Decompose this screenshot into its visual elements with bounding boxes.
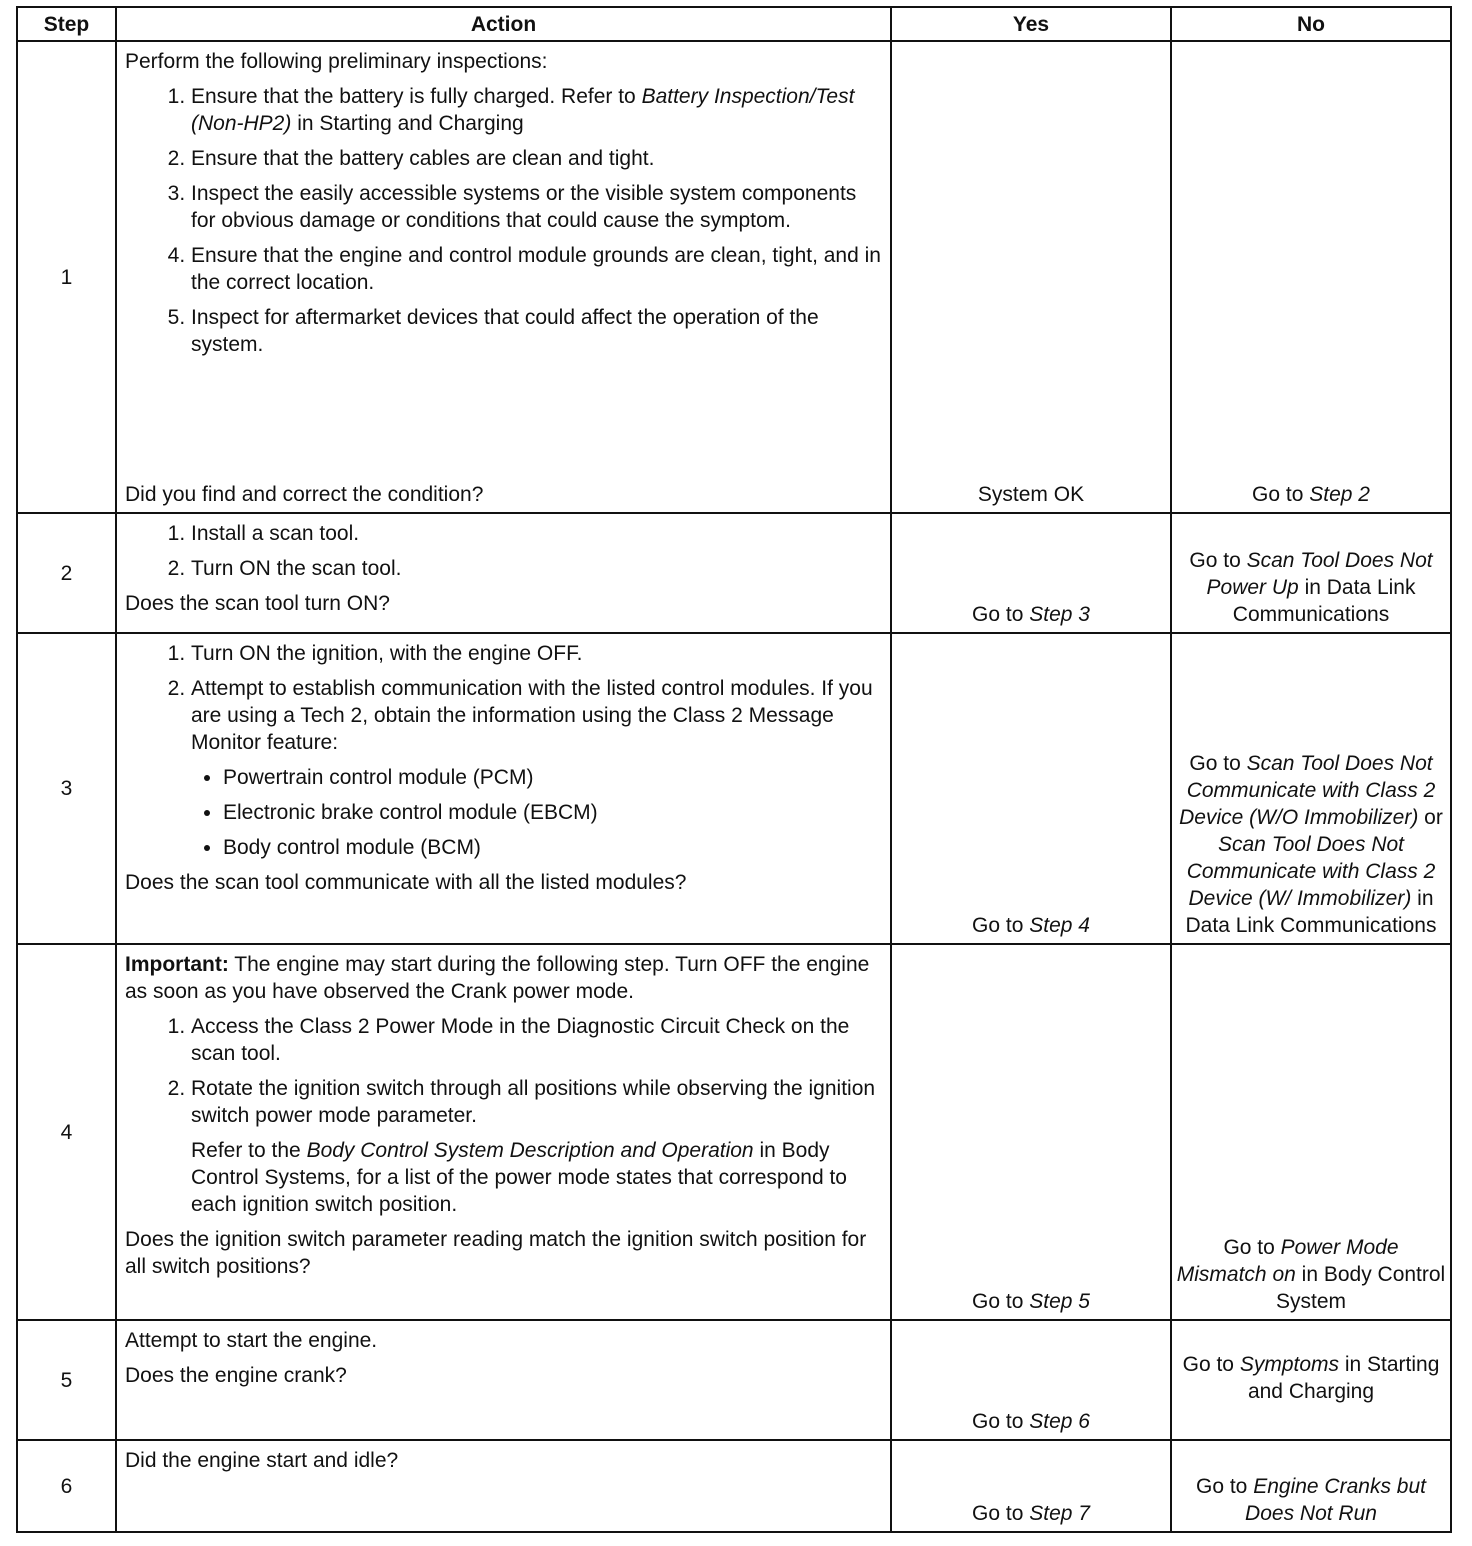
action-line: Attempt to start the engine. (125, 1329, 378, 1352)
step-link[interactable]: Step 6 (1029, 1410, 1090, 1433)
reference-link[interactable]: Body Control System Description and Operation (306, 1139, 754, 1162)
table-row (17, 41, 1451, 513)
no-cell: Go to Scan Tool Does Not Communicate with Class 2 Device (W/O Immobilizer) or Scan Tool Does Not Communicate with Class 2 Device (W/ Immobilizer) in Data Link Communications (1171, 633, 1451, 944)
list-item: 3. Inspect the easily accessible systems or the visible system components for obvious damage or conditions that could cause the symptom. (191, 180, 882, 234)
list-item: 5. Inspect for aftermarket devices that could affect the operation of the system. (191, 304, 882, 358)
reference-link[interactable]: Scan Tool Does Not Communicate with Class 2 Device (W/O Immobilizer) (1179, 752, 1436, 829)
important-note: Important: The engine may start during the following step. Turn OFF the engine as soon as you have observed the Crank power mode. (125, 953, 870, 1003)
action-cell (116, 1320, 891, 1440)
step-number: 6 (17, 1440, 116, 1532)
action-list (125, 520, 882, 582)
list-item: 2. Turn ON the scan tool. (191, 555, 882, 582)
action-cell (116, 633, 891, 944)
yes-result: System OK (977, 483, 1085, 506)
table-row (17, 513, 1451, 633)
list-item: 1. Access the Class 2 Power Mode in the Diagnostic Circuit Check on the scan tool. (191, 1013, 882, 1067)
reference-link[interactable]: Scan Tool Does Not Power Up (1206, 549, 1433, 599)
reference-link[interactable]: Scan Tool Does Not Communicate with Class 2 Device (W/ Immobilizer) (1186, 833, 1436, 910)
action-list (125, 1013, 882, 1129)
yes-cell: Go to Step 6 (891, 1320, 1171, 1440)
step-link[interactable]: Step 4 (1029, 914, 1090, 937)
list-item: 1. Ensure that the battery is fully charged. Refer to Battery Inspection/Test (Non-HP2) in Starting and Charging (191, 83, 882, 137)
action-question: Did you find and correct the condition? (125, 483, 484, 506)
module-list (125, 764, 882, 861)
reference-link[interactable]: Engine Cranks but Does Not Run (1245, 1475, 1426, 1525)
list-item: 2. Rotate the ignition switch through all positions while observing the ignition switch power mode parameter. (191, 1075, 882, 1129)
step-number: 1 (17, 41, 116, 513)
header-step: Step (17, 7, 116, 41)
action-list (125, 640, 882, 756)
no-cell: Go to Power Mode Mismatch on in Body Control System (1171, 944, 1451, 1320)
list-item: • Electronic brake control module (EBCM) (223, 799, 882, 826)
diagnostic-table (16, 6, 1452, 1533)
step-number: 2 (17, 513, 116, 633)
yes-cell: Go to Step 7 (891, 1440, 1171, 1532)
yes-cell (891, 41, 1171, 513)
yes-cell: Go to Step 4 (891, 633, 1171, 944)
step-number: 4 (17, 944, 116, 1320)
no-cell: Go to Scan Tool Does Not Power Up in Data Link Communications (1171, 513, 1451, 633)
action-intro: Perform the following preliminary inspections: (125, 50, 548, 73)
step-link[interactable]: Step 3 (1029, 603, 1090, 626)
reference-link[interactable]: Power Mode Mismatch on (1176, 1236, 1399, 1286)
list-item: 1. Turn ON the ignition, with the engine OFF. (191, 640, 882, 667)
action-question: Does the ignition switch parameter reading match the ignition switch position for all switch positions? (125, 1228, 867, 1278)
table-row (17, 1440, 1451, 1532)
reference-link[interactable]: Battery Inspection/Test (Non-HP2) (191, 85, 855, 135)
no-cell: Go to Engine Cranks but Does Not Run (1171, 1440, 1451, 1532)
list-item: 4. Ensure that the engine and control module grounds are clean, tight, and in the correct location. (191, 242, 882, 296)
header-row (17, 7, 1451, 41)
list-item: • Powertrain control module (PCM) (223, 764, 882, 791)
step-link[interactable]: Step 5 (1029, 1290, 1090, 1313)
header-no: No (1171, 7, 1451, 41)
action-question: Does the scan tool turn ON? (125, 592, 390, 615)
action-cell (116, 944, 891, 1320)
action-cell (116, 41, 891, 513)
reference-note: Refer to the Body Control System Description and Operation in Body Control Systems, for a list of the power mode states that correspond to each ignition switch position. (191, 1139, 847, 1216)
reference-link[interactable]: Symptoms (1239, 1353, 1339, 1376)
list-item: • Body control module (BCM) (223, 834, 882, 861)
action-list (125, 83, 882, 358)
yes-cell: Go to Step 3 (891, 513, 1171, 633)
action-question: Does the scan tool communicate with all the listed modules? (125, 871, 687, 894)
table-row (17, 633, 1451, 944)
list-item: 2. Ensure that the battery cables are clean and tight. (191, 145, 882, 172)
no-cell: Go to Step 2 (1171, 41, 1451, 513)
action-cell (116, 513, 891, 633)
step-number: 5 (17, 1320, 116, 1440)
step-link[interactable]: Step 2 (1309, 483, 1370, 506)
table-row (17, 944, 1451, 1320)
header-yes: Yes (891, 7, 1171, 41)
header-action: Action (116, 7, 891, 41)
no-cell: Go to Symptoms in Starting and Charging (1171, 1320, 1451, 1440)
action-question: Did the engine start and idle? (125, 1449, 399, 1472)
action-question: Does the engine crank? (125, 1364, 347, 1387)
list-item: 2. Attempt to establish communication with the listed control modules. If you are using a Tech 2, obtain the information using the Class 2 Message Monitor feature: (191, 675, 882, 756)
step-number: 3 (17, 633, 116, 944)
yes-cell: Go to Step 5 (891, 944, 1171, 1320)
list-item: 1. Install a scan tool. (191, 520, 882, 547)
table-row (17, 1320, 1451, 1440)
step-link[interactable]: Step 7 (1029, 1502, 1090, 1525)
action-cell (116, 1440, 891, 1532)
